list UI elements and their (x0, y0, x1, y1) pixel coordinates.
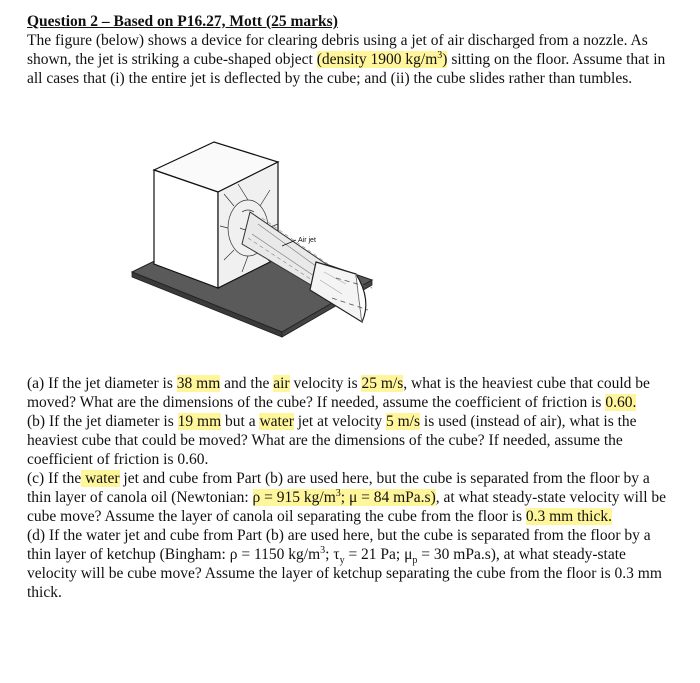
part-c (27, 469, 675, 526)
question-parts (27, 374, 675, 602)
part-d-yield-subscript: y (339, 555, 345, 567)
part-b-text-1: (b) If the jet diameter is (27, 413, 178, 430)
density-close: ) (442, 51, 448, 68)
part-d-plastic-subscript: p (412, 555, 418, 567)
part-c-text-2: jet and cube from Part (b) are used here, but the cube is separated from the floor by a thin layer of canola oil (Newtonian: (27, 470, 650, 506)
air-jet-figure (110, 112, 380, 362)
part-a-text-1: (a) If the jet diameter is (27, 375, 177, 392)
part-c-fluid: water (81, 470, 120, 487)
part-c-density: ρ = 915 kg/m (252, 489, 336, 506)
part-d-text-1: (d) If the water jet and cube from Part (b) are used here, but the cube is separated from the floor by a thin layer of ketchup (Bingham: ρ = 1150 kg/m (27, 527, 651, 563)
density-text: (density 1900 kg/m (316, 51, 438, 68)
cube-nozzle-diagram (110, 112, 380, 362)
part-d-text-2: ; τ (325, 546, 340, 563)
part-a-fluid: air (273, 375, 290, 392)
part-d-density-exponent: 3 (320, 544, 326, 556)
intro-paragraph (27, 31, 672, 88)
part-a-text-2: and the (220, 375, 274, 392)
intro-text-1: The figure (below) shows a device for clearing debris using a jet of air discharged from a nozzle. As shown, the jet is striking a cube-shaped object (27, 32, 648, 68)
part-a-friction: 0.60. (605, 394, 637, 411)
part-b-diameter: 19 mm (177, 413, 222, 430)
question-title: Question 2 – Based on P16.27, Mott (25 marks) (27, 13, 338, 30)
part-c-density-exponent: 3 (335, 487, 341, 499)
air-jet-label: Air jet (298, 237, 316, 244)
part-c-text-1: (c) If the (27, 470, 82, 487)
part-d (27, 526, 675, 602)
part-c-text-3: , at what steady-state velocity will be cube move? Assume the layer of canola oil separating the cube from the floor is (27, 489, 667, 525)
part-c-thickness: 0.3 mm thick. (525, 508, 612, 525)
part-b-text-4: is used (instead of air), what is the heaviest cube that could be moved? What are the dimensions of the cube? If needed, assume the coefficient of friction is 0.60. (27, 413, 637, 468)
part-b-text-2: but a (221, 413, 260, 430)
part-a (27, 374, 675, 412)
part-a-velocity: 25 m/s (361, 375, 404, 392)
part-d-text-4: = 30 mPa.s), at what steady-state velocity will be cube move? Assume the layer of ketchup separating the cube from the floor is 0.3 mm thick. (27, 546, 662, 601)
part-a-text-3: velocity is (289, 375, 362, 392)
part-c-properties (253, 489, 436, 506)
part-a-text-4: , what is the heaviest cube that could be moved? What are the dimensions of the cube? If needed, assume the coefficient of friction is (27, 375, 650, 411)
question-header (27, 12, 672, 88)
intro-text-2: sitting on the floor. Assume that in all cases that (i) the entire jet is deflected by the cube; and (ii) the cube slides rather than tumbles. (27, 51, 666, 87)
part-d-text-3: = 21 Pa; μ (344, 546, 413, 563)
density-exponent: 3 (437, 49, 443, 61)
part-a-diameter: 38 mm (176, 375, 221, 392)
part-b-velocity: 5 m/s (385, 413, 421, 430)
part-c-viscosity: ; μ = 84 mPa.s) (340, 489, 436, 506)
part-b-fluid: water (259, 413, 294, 430)
density-highlight (317, 51, 448, 68)
part-b (27, 412, 675, 469)
part-b-text-3: jet at velocity (293, 413, 386, 430)
